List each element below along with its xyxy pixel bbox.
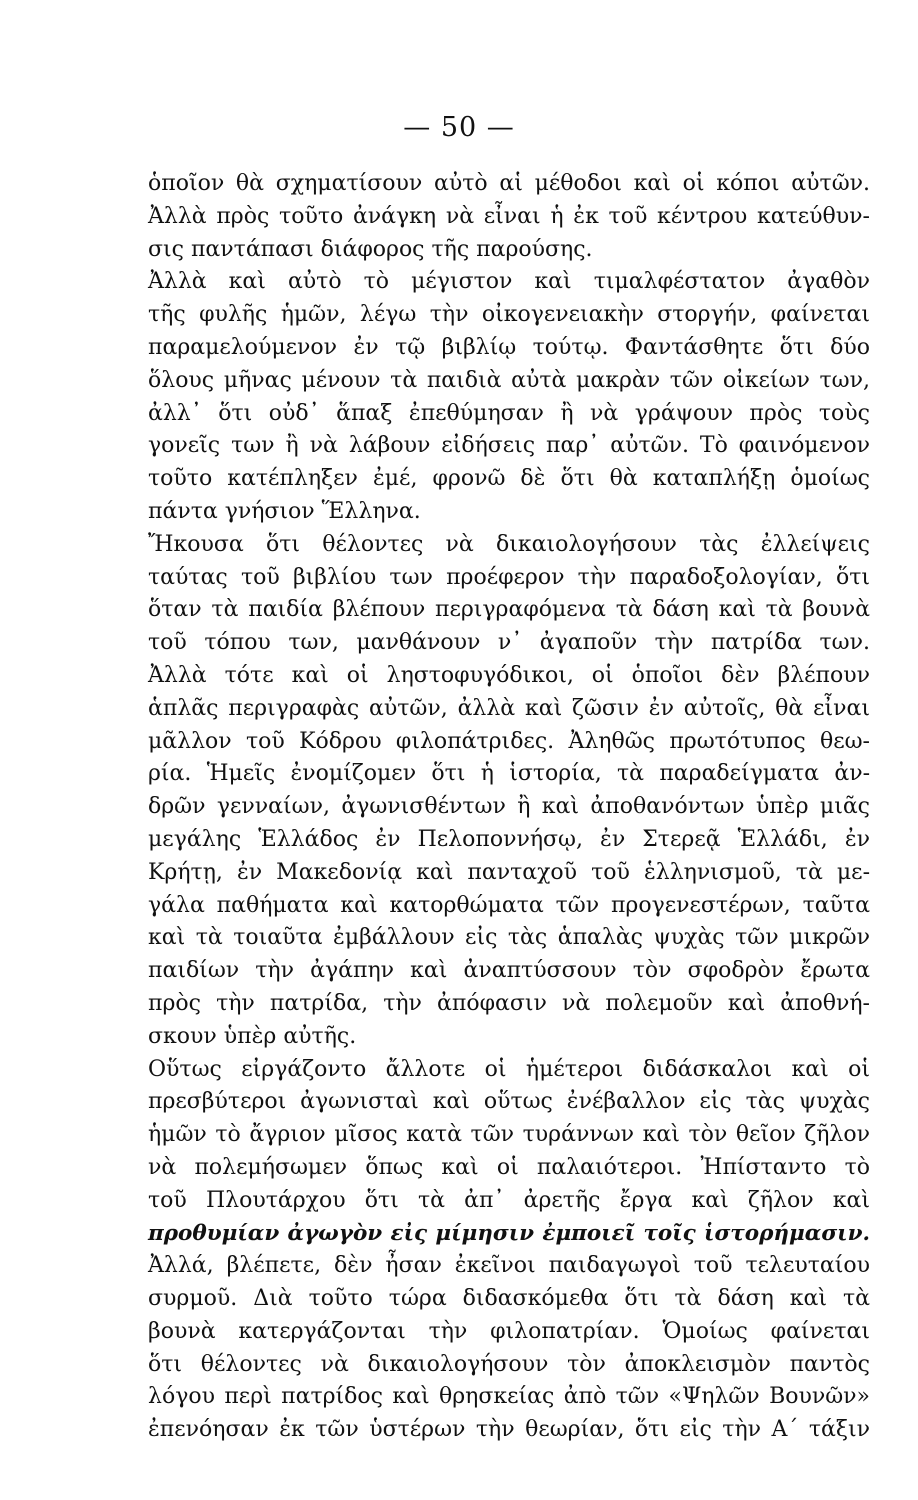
text-line: Οὕτως εἰργάζοντο ἄλλοτε οἱ ἡμέτεροι διδάσκαλοι καὶ οἱ — [148, 1056, 870, 1082]
text-line: καὶ τὰ τοιαῦτα ἐμβάλλουν εἰς τὰς ἁπαλὰς ψυχὰς τῶν μικρῶν — [148, 925, 870, 951]
text-line: γάλα παθήματα καὶ κατορθώματα τῶν προγενεστέρων, ταῦτα — [148, 892, 870, 918]
text-line: Ἤκουσα ὅτι θέλοντες νὰ δικαιολογήσουν τὰς ἐλλείψεις — [148, 531, 870, 557]
text-line: λόγου περὶ πατρίδος καὶ θρησκείας ἀπὸ τῶν «Ψηλῶν Βουνῶν» — [148, 1384, 870, 1410]
text-line: ρία. Ἡμεῖς ἐνομίζομεν ὅτι ἡ ἱστορία, τὰ παραδείγματα ἀν- — [148, 761, 870, 787]
page-number: — 50 — — [403, 112, 515, 143]
text-line: τῆς φυλῆς ἡμῶν, λέγω τὴν οἰκογενειακὴν στοργήν, φαίνεται — [148, 302, 870, 328]
text-line: παιδίων τὴν ἀγάπην καὶ ἀναπτύσσουν τὸν σφοδρὸν ἔρωτα — [148, 958, 870, 984]
text-line: ὅλους μῆνας μένουν τὰ παιδιὰ αὐτὰ μακρὰν τῶν οἰκείων των, — [148, 367, 870, 393]
text-line: μᾶλλον τοῦ Κόδρου φιλοπάτριδες. Ἀληθῶς πρωτότυπος θεω- — [148, 728, 870, 754]
text-line: ὁποῖον θὰ σχηματίσουν αὐτὸ αἱ μέθοδοι καὶ οἱ κόποι αὐτῶν. — [148, 171, 870, 196]
text-line: Κρήτῃ, ἐν Μακεδονίᾳ καὶ πανταχοῦ τοῦ ἑλληνισμοῦ, τὰ με- — [148, 859, 870, 885]
text-line: γονεῖς των ἢ νὰ λάβουν εἰδήσεις παρ᾿ αὐτῶν. Τὸ φαινόμενον — [148, 433, 870, 459]
text-line: συρμοῦ. Διὰ τοῦτο τώρα διδασκόμεθα ὅτι τὰ δάση καὶ τὰ — [148, 1286, 870, 1312]
text-line: Ἀλλὰ τότε καὶ οἱ ληστοφυγόδικοι, οἱ ὁποῖοι δὲν βλέπουν — [148, 662, 870, 688]
text-line: τοῦ Πλουτάρχου ὅτι τὰ ἀπ᾿ ἀρετῆς ἔργα καὶ ζῆλον καὶ — [148, 1187, 870, 1213]
text-line: σκουν ὑπὲρ αὐτῆς. — [148, 1023, 357, 1049]
text-line: πάντα γνήσιον Ἕλληνα. — [148, 498, 421, 524]
text-line: πρεσβύτεροι ἀγωνισταὶ καὶ οὕτως ἐνέβαλλον εἰς τὰς ψυχὰς — [148, 1089, 870, 1115]
text-line: νὰ πολεμήσωμεν ὅπως καὶ οἱ παλαιότεροι. Ἠπίσταντο τὸ — [148, 1154, 870, 1180]
text-line: Ἀλλά, βλέπετε, δὲν ἦσαν ἐκεῖνοι παιδαγωγοὶ τοῦ τελευταίου — [148, 1253, 870, 1279]
text-line: ἡμῶν τὸ ἄγριον μῖσος κατὰ τῶν τυράννων καὶ τὸν θεῖον ζῆλον — [148, 1122, 870, 1148]
text-line: ἁπλᾶς περιγραφὰς αὐτῶν, ἀλλὰ καὶ ζῶσιν ἐν αὐτοῖς, θὰ εἶναι — [148, 695, 870, 721]
text-line: σις παντάπασι διάφορος τῆς παρούσης. — [148, 236, 593, 262]
text-line: δρῶν γενναίων, ἀγωνισθέντων ἢ καὶ ἀποθανόντων ὑπὲρ μιᾶς — [148, 794, 870, 820]
body-text — [148, 168, 870, 1447]
text-line: Ἀλλὰ καὶ αὐτὸ τὸ μέγιστον καὶ τιμαλφέστατον ἀγαθὸν — [148, 269, 870, 295]
text-line: ὅταν τὰ παιδία βλέπουν περιγραφόμενα τὰ δάση καὶ τὰ βουνὰ — [148, 597, 870, 623]
text-line: τοῦτο κατέπληξεν ἐμέ, φρονῶ δὲ ὅτι θὰ καταπλήξῃ ὁμοίως — [148, 466, 870, 492]
text-line: ταύτας τοῦ βιβλίου των προέφερον τὴν παραδοξολογίαν, ὅτι — [148, 564, 870, 590]
text-line: ὅτι θέλοντες νὰ δικαιολογήσουν τὸν ἀποκλεισμὸν παντὸς — [148, 1351, 870, 1377]
text-line: ἀλλ᾿ ὅτι οὐδ᾿ ἅπαξ ἐπεθύμησαν ἢ νὰ γράψουν πρὸς τοὺς — [148, 400, 870, 426]
text-line: προθυμίαν ἀγωγὸν εἰς μίμησιν ἐμποιεῖ τοῖς ἱστορήμασιν. — [148, 1220, 870, 1246]
text-line: τοῦ τόπου των, μανθάνουν ν᾿ ἀγαποῦν τὴν πατρίδα των. — [148, 630, 870, 656]
text-line: παραμελούμενον ἐν τῷ βιβλίῳ τούτῳ. Φαντάσθητε ὅτι δύο — [148, 334, 870, 360]
text-line: Ἀλλὰ πρὸς τοῦτο ἀνάγκη νὰ εἶναι ἡ ἐκ τοῦ κέντρου κατεύθυν- — [148, 203, 870, 229]
text-line: ἐπενόησαν ἐκ τῶν ὑστέρων τὴν θεωρίαν, ὅτι εἰς τὴν Α΄ τάξιν — [148, 1417, 870, 1443]
text-line: πρὸς τὴν πατρίδα, τὴν ἀπόφασιν νὰ πολεμοῦν καὶ ἀποθνή- — [148, 990, 870, 1016]
text-line: βουνὰ κατεργάζονται τὴν φιλοπατρίαν. Ὁμοίως φαίνεται — [148, 1318, 870, 1344]
text-line: μεγάλης Ἑλλάδος ἐν Πελοποννήσῳ, ἐν Στερεᾷ Ἑλλάδι, ἐν — [148, 826, 870, 852]
